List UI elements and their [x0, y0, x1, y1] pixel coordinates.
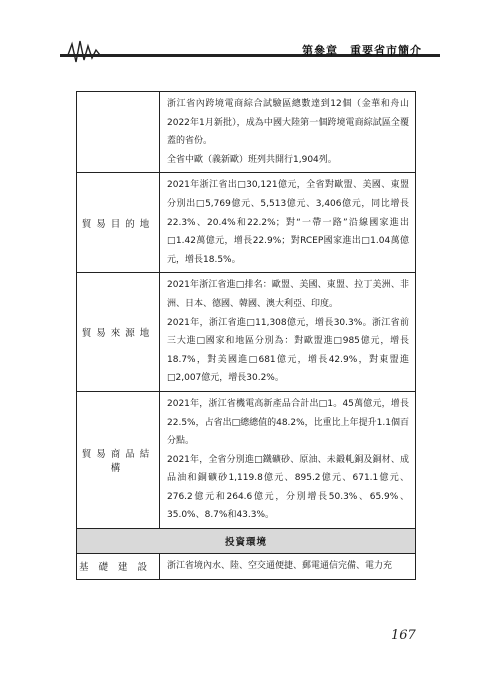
row-label: 基礎建設 — [77, 554, 160, 580]
heartbeat-wave-icon — [60, 38, 120, 64]
row-content — [160, 92, 416, 173]
table-row — [77, 173, 416, 273]
paragraph: 2021年浙江省出□30,121億元，全省對歐盟、美國、東盟分別出□5,769億元、5,513億元、3,406億元，同比增長22.3%、20.4%和22.2%；對“一帶一路”沿線國家進出□1.42萬億元，增長22.9%；對RCEP國家進出□1.04萬億元，增長18.5%。 — [167, 180, 409, 265]
row-label: 貿易目的地 — [77, 173, 160, 273]
section-heading: 投資環境 — [77, 529, 416, 554]
row-content — [160, 273, 416, 392]
row-label: 貿易商品結構 — [77, 391, 160, 528]
row-content: 浙江省境內水、陸、空交通便捷、郵電通信完備、電力充 — [160, 554, 416, 580]
page-number: 167 — [391, 628, 416, 643]
chapter-title: 第參章 重要省市簡介 — [302, 44, 422, 57]
paragraph: 2021年浙江省進□排名：歐盟、美國、東盟、拉丁美洲、非洲、日本、德國、韓國、澳大利亞、印度。 — [167, 280, 409, 309]
table-row — [77, 391, 416, 528]
paragraph: 全省中歐（義新歐）班列共開行1,904列。 — [167, 154, 337, 165]
section-heading-row — [77, 529, 416, 554]
info-table — [76, 91, 416, 580]
paragraph: 2021年，全省分別進□鐵礦砂、原油、未鍛軋銅及銅材、成品油和銅礦砂1,119.8億元、895.2億元、671.1億元、276.2億元和264.6億元，分別增長50.3%、65.9%、35.0%、8.7%和43.3%。 — [167, 454, 409, 521]
table-row — [77, 554, 416, 580]
row-content — [160, 173, 416, 273]
paragraph: 浙江省內跨境電商綜合試驗區總數達到12個（金華和舟山2022年1月新批），成為中國大陸第一個跨境電商綜試區全覆蓋的省份。 — [167, 99, 409, 147]
paragraph: 2021年，浙江省進□11,308億元，增長30.3%。浙江省前三大進□國家和地區分別為：對歐盟進□985億元，增長18.7%，對美國進□681億元，增長42.9%，對東盟進□2,007億元，增長30.2%。 — [167, 317, 409, 384]
row-label: 貿易來源地 — [77, 273, 160, 392]
page-header — [60, 38, 440, 64]
row-content — [160, 391, 416, 528]
row-label — [77, 92, 160, 173]
paragraph: 2021年，浙江省機電高新產品合計出□1。45萬億元，增長22.5%，占省出□總總值的48.2%，比重比上年提升1.1個百分點。 — [167, 398, 409, 447]
table-row — [77, 92, 416, 173]
table-row — [77, 273, 416, 392]
